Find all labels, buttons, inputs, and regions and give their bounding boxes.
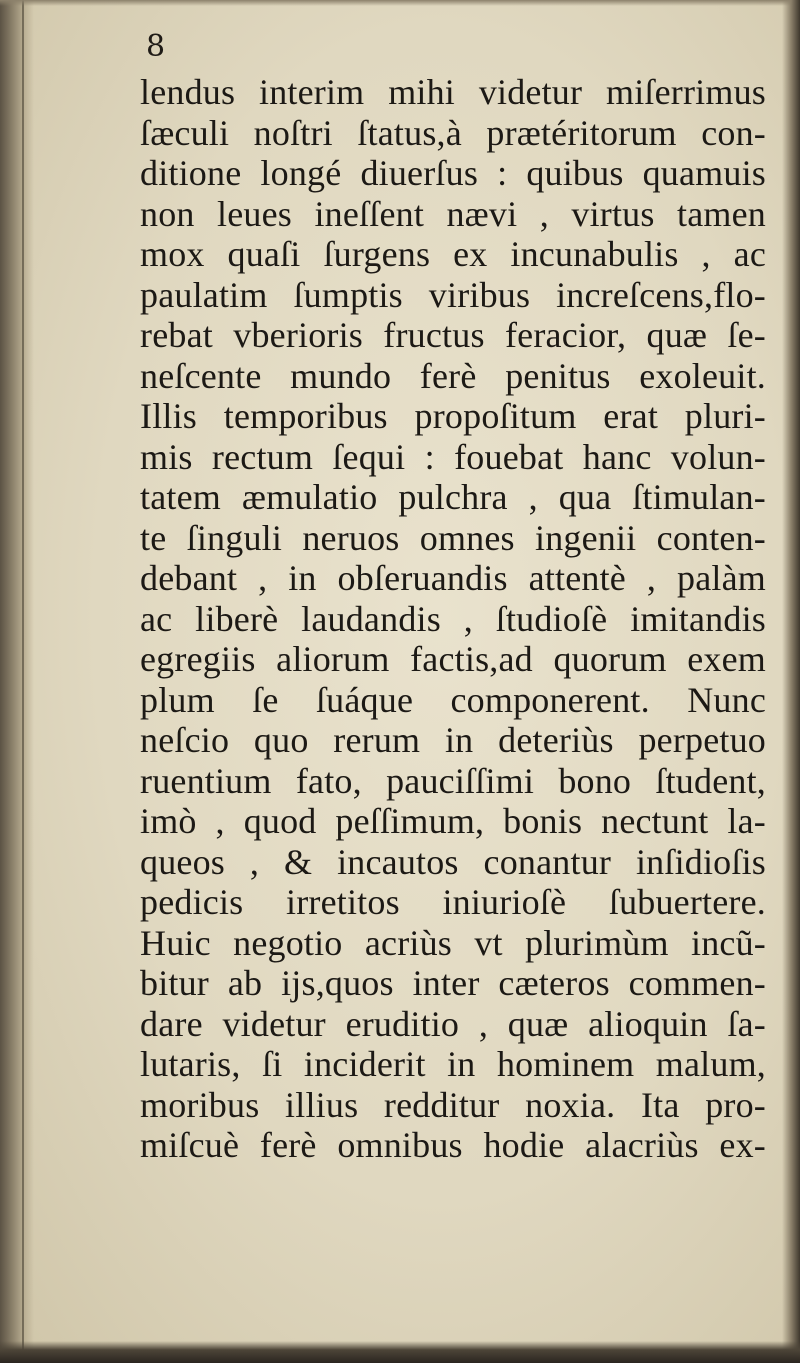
text-line: mox quaſi ſurgens ex incunabulis , ac xyxy=(140,234,766,274)
text-line: ditione longé diuerſus : quibus quamuis xyxy=(140,153,766,193)
binding-shadow xyxy=(0,0,34,1363)
text-line: bitur ab ijs,quos inter cæteros commen- xyxy=(140,963,766,1003)
text-line: queos , & incautos conantur inſidioſis xyxy=(140,841,766,882)
text-line: plum ſe ſuáque componerent. Nunc xyxy=(140,679,766,720)
text-line: neſcente mundo ferè penitus exoleuit. xyxy=(140,355,766,396)
binding-line xyxy=(22,0,24,1363)
text-line: ſæculi noſtri ſtatus,à prætéritorum con- xyxy=(140,112,766,153)
text-line: neſcio quo rerum in deteriùs perpetuo xyxy=(140,720,766,760)
text-line: Illis temporibus propoſitum erat pluri- xyxy=(140,396,766,436)
page-top-edge xyxy=(0,0,800,6)
text-line: mis rectum ſequi : fouebat hanc volun- xyxy=(140,436,766,477)
text-line: dare videtur eruditio , quæ alioquin ſa- xyxy=(140,1003,766,1044)
text-line: ac liberè laudandis , ſtudioſè imitandis xyxy=(140,598,766,639)
body-text xyxy=(140,72,766,1166)
page-bottom-edge xyxy=(0,1341,800,1363)
text-line: ruentium fato, pauciſſimi bono ſtudent, xyxy=(140,760,766,801)
text-line: rebat vberioris fructus feracior, quæ ſe- xyxy=(140,315,766,355)
text-line: te ſinguli neruos omnes ingenii conten- xyxy=(140,517,766,558)
text-line: miſcuè ferè omnibus hodie alacriùs ex- xyxy=(140,1125,766,1165)
text-line: Huic negotio acriùs vt plurimùm incũ- xyxy=(140,922,766,963)
text-line: lendus interim mihi videtur miſerrimus xyxy=(140,72,766,112)
text-line: tatem æmulatio pulchra , qua ſtimulan- xyxy=(140,477,766,517)
text-line: debant , in obſeruandis attentè , palàm xyxy=(140,558,766,598)
text-line: lutaris, ſi inciderit in hominem malum, xyxy=(140,1044,766,1084)
text-line: egregiis aliorum factis,ad quorum exem xyxy=(140,639,766,679)
text-line: moribus illius redditur noxia. Ita pro- xyxy=(140,1084,766,1125)
page-number: 8 xyxy=(146,29,166,64)
text-line: pedicis irretitos iniurioſè ſubuertere. xyxy=(140,882,766,922)
text-line: imò , quod peſſimum, bonis nectunt la- xyxy=(140,801,766,841)
text-line: paulatim ſumptis viribus increſcens,flo- xyxy=(140,274,766,315)
text-line: non leues ineſſent nævi , virtus tamen xyxy=(140,193,766,234)
page-right-edge xyxy=(782,0,800,1363)
